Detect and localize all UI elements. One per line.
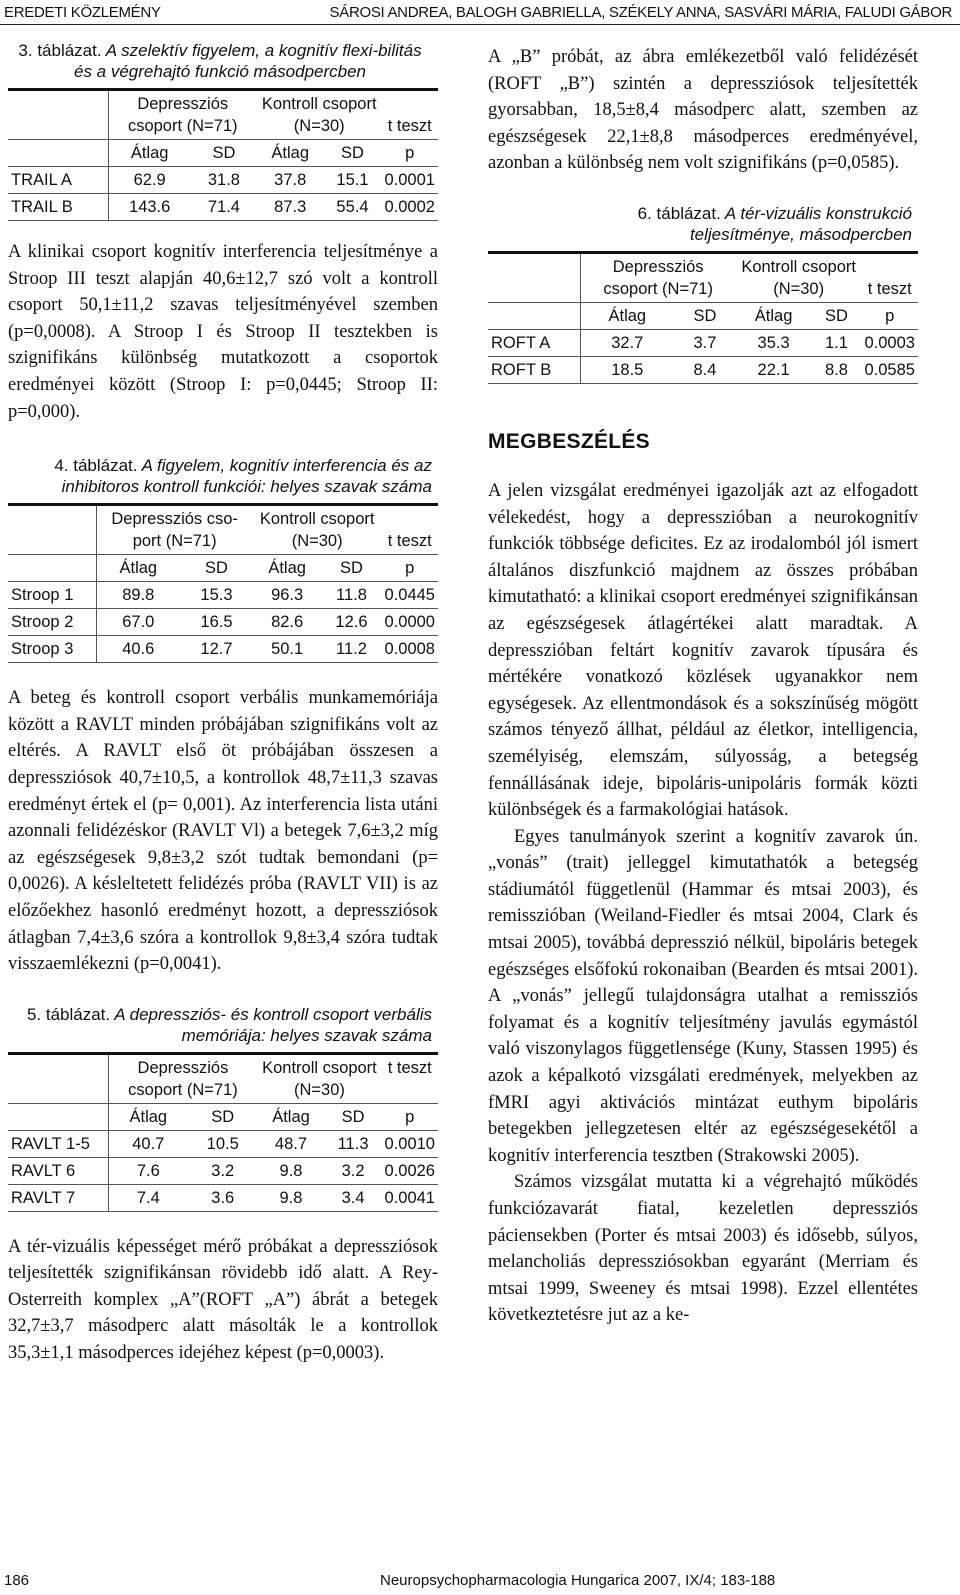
table-row xyxy=(8,167,438,194)
table-6-sub-sd: SD xyxy=(674,302,736,329)
cell: 22.1 xyxy=(736,356,812,383)
table-3-sub-mean: Átlag xyxy=(108,140,191,167)
cell: 16.5 xyxy=(180,609,253,636)
row-label: Stroop 2 xyxy=(8,609,96,636)
cell: 87.3 xyxy=(257,194,323,221)
table-5-label: 5. táblázat. xyxy=(26,1004,111,1024)
cell: 12.6 xyxy=(321,609,381,636)
cell: 35.3 xyxy=(736,329,812,356)
table-row xyxy=(8,1184,438,1211)
table-row xyxy=(8,194,438,221)
cell: 7.6 xyxy=(108,1157,188,1184)
table-4-label: 4. táblázat. xyxy=(54,456,138,476)
table-row xyxy=(488,356,918,383)
cell: 0.0010 xyxy=(382,1130,439,1157)
cell: 3.4 xyxy=(325,1184,382,1211)
table-5-caption xyxy=(8,1004,438,1046)
table-row xyxy=(8,1157,438,1184)
cell: 55.4 xyxy=(323,194,381,221)
table-3-title: A szelektív figyelem, a kognitív flexi-bilitás és a végrehajtó funkció másodpercben xyxy=(73,41,422,81)
table-5-sub-mean: Átlag xyxy=(108,1103,188,1130)
cell: 40.7 xyxy=(108,1130,188,1157)
table-6-sub-sd: SD xyxy=(811,302,861,329)
cell: 0.0000 xyxy=(382,609,439,636)
row-label: RAVLT 6 xyxy=(8,1157,108,1184)
paragraph-roft-b: A „B” próbát, az ábra emlékezetből való felidézését (ROFT „B”) szintén a depressziósok teljesítették gyorsabban, 18,5±8,4 másodperc alatt, szemben az egészségesek 22,1±8,8 másodperces eredményével, azonban a különbség nem volt szignifikáns (p=0,0585). xyxy=(488,47,918,174)
table-4-sub-p: p xyxy=(382,555,439,582)
table-6-sub-mean: Átlag xyxy=(580,302,674,329)
table-3 xyxy=(8,40,438,221)
cell: 9.8 xyxy=(257,1184,324,1211)
cell: 3.2 xyxy=(325,1157,382,1184)
table-6 xyxy=(488,203,918,384)
cell: 3.2 xyxy=(188,1157,257,1184)
table-3-caption xyxy=(8,40,438,82)
left-column xyxy=(8,40,438,1367)
cell: 82.6 xyxy=(253,609,322,636)
cell: 0.0445 xyxy=(382,582,439,609)
table-6-caption xyxy=(488,203,918,245)
table-3-label: 3. táblázat. xyxy=(18,41,102,60)
paragraph-discussion-1: A jelen vizsgálat eredményei igazolják azt az elfogadott vélekedést, hogy a depresszióban a neurokognitív funkciók többsége deficites. Ez az irodalomból jól ismert általános diszfunkció majdnem az összes próbában kimutatható: a klinikai csoport eredményei szignifikánsan az egészségesek átlagértékei alatt maradtak. A depresszióban feltárt kognitív zavarok típusára és mértékére vonatkozó közlések ugyanakkor nem egységesek. Az ellentmondások és a sokszínűség mögött számos tényező állhat, például az életkor, intelligencia, személyiség, elemszám, súlyosság, a betegség fennállásának ideje, bipoláris-unipoláris formák közti különbségek és a farmakológiai hatások. xyxy=(488,480,918,821)
cell: 50.1 xyxy=(253,636,322,663)
right-column xyxy=(488,44,918,1329)
table-row xyxy=(8,636,438,663)
running-header xyxy=(0,0,960,25)
row-label: Stroop 1 xyxy=(8,582,96,609)
table-3-sub-p: p xyxy=(381,140,438,167)
table-4 xyxy=(8,455,438,663)
row-label: ROFT B xyxy=(488,356,580,383)
table-4-grid xyxy=(8,503,438,663)
table-5-sub-mean: Átlag xyxy=(257,1103,324,1130)
table-3-header-control: Kontroll csoport (N=30) xyxy=(257,90,381,140)
page-number: 186 xyxy=(4,1572,30,1589)
cell: 0.0026 xyxy=(382,1157,439,1184)
table-4-sub-sd: SD xyxy=(321,555,381,582)
table-3-sub-sd: SD xyxy=(191,140,257,167)
table-5-sub-p: p xyxy=(382,1103,439,1130)
paragraph-ravlt: A beteg és kontroll csoport verbális munkamemóriája között a RAVLT minden próbájában szignifikáns volt az eltérés. A RAVLT első öt próbájában összesen a depressziósok 40,7±10,5, a kontrollok 48,7±11,3 szavas eredményt értek el (p= 0,001). Az interferencia lista utáni azonnali felidézéskor (RAVLT Vl) a betegek 7,6±3,2 míg az egészségesek 9,8±3,2 szót tudtak bemondani (p= 0,0026). A késleltetett felidézés próba (RAVLT VII) is az előzőekhez hasonló eredményt hozott, a depressziósok átlagban 7,4±3,6 szóra a kontrollok 9,8±3,4 szóra tudtak visszaemlékezni (p=0,0041). xyxy=(8,688,438,975)
paragraph-discussion-3: Számos vizsgálat mutatta ki a végrehajtó működés funkciózavarát fiatal, kezeletlen depressziós páciensekben (Porter és mtsai 2003) és idősebb, súlyos, melancholiás depressziósokban egyaránt (Merriam és mtsai 1999, Sweeney és mtsai 1998). Ezzel ellentétes következtetésre jut az a ke- xyxy=(488,1172,918,1326)
table-6-sub-p: p xyxy=(861,302,918,329)
cell: 96.3 xyxy=(253,582,322,609)
cell: 71.4 xyxy=(191,194,257,221)
row-label: Stroop 3 xyxy=(8,636,96,663)
table-6-title: A tér-vizuális konstrukció teljesítménye, másodpercben xyxy=(689,203,912,244)
table-4-sub-mean: Átlag xyxy=(253,555,322,582)
cell: 31.8 xyxy=(191,167,257,194)
cell: 3.7 xyxy=(674,329,736,356)
cell: 10.5 xyxy=(188,1130,257,1157)
table-4-header-control: Kontroll csoport (N=30) xyxy=(253,505,382,555)
table-5-header-depressed: Depressziós csoport (N=71) xyxy=(108,1053,257,1103)
cell: 67.0 xyxy=(96,609,180,636)
cell: 15.3 xyxy=(180,582,253,609)
table-5-title: A depressziós- és kontroll csoport verbális memóriája: helyes szavak száma xyxy=(114,1004,432,1045)
table-3-header-ttest: t teszt xyxy=(381,90,438,140)
cell: 0.0001 xyxy=(381,167,438,194)
table-6-header-ttest: t teszt xyxy=(861,252,918,302)
cell: 11.8 xyxy=(321,582,381,609)
row-label: TRAIL B xyxy=(8,194,108,221)
cell: 62.9 xyxy=(108,167,191,194)
table-6-sub-mean: Átlag xyxy=(736,302,812,329)
paragraph-roft-a: A tér-vizuális képességet mérő próbákat a depressziósok teljesítették szignifikánsan rövidebb idő alatt. A Rey-Osterreith komplex „A”(ROFT „A”) ábrát a betegek 32,7±3,7 másodperc alatt másolták le a kontrollok 35,3±1,1 másodperces idejéhez képest (p=0,0003). xyxy=(8,1236,438,1364)
table-3-sub-mean: Átlag xyxy=(257,140,323,167)
row-label: RAVLT 7 xyxy=(8,1184,108,1211)
row-label: RAVLT 1-5 xyxy=(8,1130,108,1157)
cell: 11.3 xyxy=(325,1130,382,1157)
cell: 11.2 xyxy=(321,636,381,663)
table-5 xyxy=(8,1004,438,1212)
table-5-sub-sd: SD xyxy=(188,1103,257,1130)
table-4-header-ttest: t teszt xyxy=(382,505,439,555)
cell: 37.8 xyxy=(257,167,323,194)
cell: 9.8 xyxy=(257,1157,324,1184)
cell: 8.8 xyxy=(811,356,861,383)
table-5-header-control: Kontroll csoport (N=30) xyxy=(257,1053,381,1103)
cell: 32.7 xyxy=(580,329,674,356)
cell: 1.1 xyxy=(811,329,861,356)
cell: 3.6 xyxy=(188,1184,257,1211)
table-4-caption xyxy=(8,455,438,497)
table-4-header-depressed: Depressziós cso-port (N=71) xyxy=(96,505,253,555)
paragraph-stroop: A klinikai csoport kognitív interferencia teljesítménye a Stroop III teszt alapján 40,6±12,7 szó volt a kontroll csoport 50,1±11,2 szavas teljesítményével szemben (p=0,0008). A Stroop I és Stroop II tesztekben is szignifikáns különbség mutatkozott a csoportok eredményei között (Stroop I: p=0,0445; Stroop II: p=0,000). xyxy=(8,242,438,422)
cell: 48.7 xyxy=(257,1130,324,1157)
table-5-header-ttest: t teszt xyxy=(382,1053,439,1103)
cell: 0.0041 xyxy=(382,1184,439,1211)
table-6-header-depressed: Depressziós csoport (N=71) xyxy=(580,252,736,302)
section-heading-discussion: MEGBESZÉLÉS xyxy=(488,429,650,453)
cell: 89.8 xyxy=(96,582,180,609)
cell: 18.5 xyxy=(580,356,674,383)
table-6-label: 6. táblázat. xyxy=(637,203,721,223)
table-4-sub-mean: Átlag xyxy=(96,555,180,582)
table-4-title: A figyelem, kognitív interferencia és az inhibitoros kontroll funkciói: helyes szavak száma xyxy=(61,456,432,497)
header-authors: SÁROSI ANDREA, BALOGH GABRIELLA, SZÉKELY ANNA, SASVÁRI MÁRIA, FALUDI GÁBOR xyxy=(329,4,952,21)
table-row xyxy=(8,582,438,609)
table-3-grid xyxy=(8,88,438,221)
table-5-grid xyxy=(8,1052,438,1212)
table-3-header-depressed: Depressziós csoport (N=71) xyxy=(108,90,257,140)
cell: 15.1 xyxy=(323,167,381,194)
cell: 0.0002 xyxy=(381,194,438,221)
cell: 7.4 xyxy=(108,1184,188,1211)
header-section-label: EREDETI KÖZLEMÉNY xyxy=(4,4,161,21)
table-row xyxy=(8,1130,438,1157)
cell: 8.4 xyxy=(674,356,736,383)
table-5-sub-sd: SD xyxy=(325,1103,382,1130)
cell: 40.6 xyxy=(96,636,180,663)
cell: 12.7 xyxy=(180,636,253,663)
cell: 0.0585 xyxy=(861,356,918,383)
table-row xyxy=(488,329,918,356)
cell: 143.6 xyxy=(108,194,191,221)
table-3-sub-sd: SD xyxy=(323,140,381,167)
row-label: ROFT A xyxy=(488,329,580,356)
table-4-sub-sd: SD xyxy=(180,555,253,582)
table-row xyxy=(8,609,438,636)
row-label: TRAIL A xyxy=(8,167,108,194)
cell: 0.0008 xyxy=(382,636,439,663)
cell: 0.0003 xyxy=(861,329,918,356)
table-6-grid xyxy=(488,251,918,384)
journal-citation: Neuropsychopharmacologia Hungarica 2007, IX/4; 183-188 xyxy=(380,1572,776,1589)
paragraph-discussion-2: Egyes tanulmányok szerint a kognitív zavarok ún. „vonás” (trait) jelleggel kimutathatók a betegség stádiumától függetlenül (Hammar és mtsai 2003), és remisszióban (Weiland-Fiedler és mtsai 2004, Clark és mtsai 2005), továbbá depresszió nélkül, bipoláris betegek egészséges elsőfokú rokonaiban (Bearden és mtsai 2001). A „vonás” jellegű tulajdonságra utalhat a remissziós folyamat és a kognitív teljesítmény javulás egymástól való viszonylagos függetlensége (Kuny, Stassen 1995) és azok a képalkotó vizsgálati eredmények, melyekben az fMRI agyi aktivációs mintázat euthym bipoláris betegekben jellegzetesen eltér az egészségesekétől a kognitív interferencia tesztben (Strakowski 2005). xyxy=(488,826,918,1166)
table-6-header-control: Kontroll csoport (N=30) xyxy=(736,252,862,302)
